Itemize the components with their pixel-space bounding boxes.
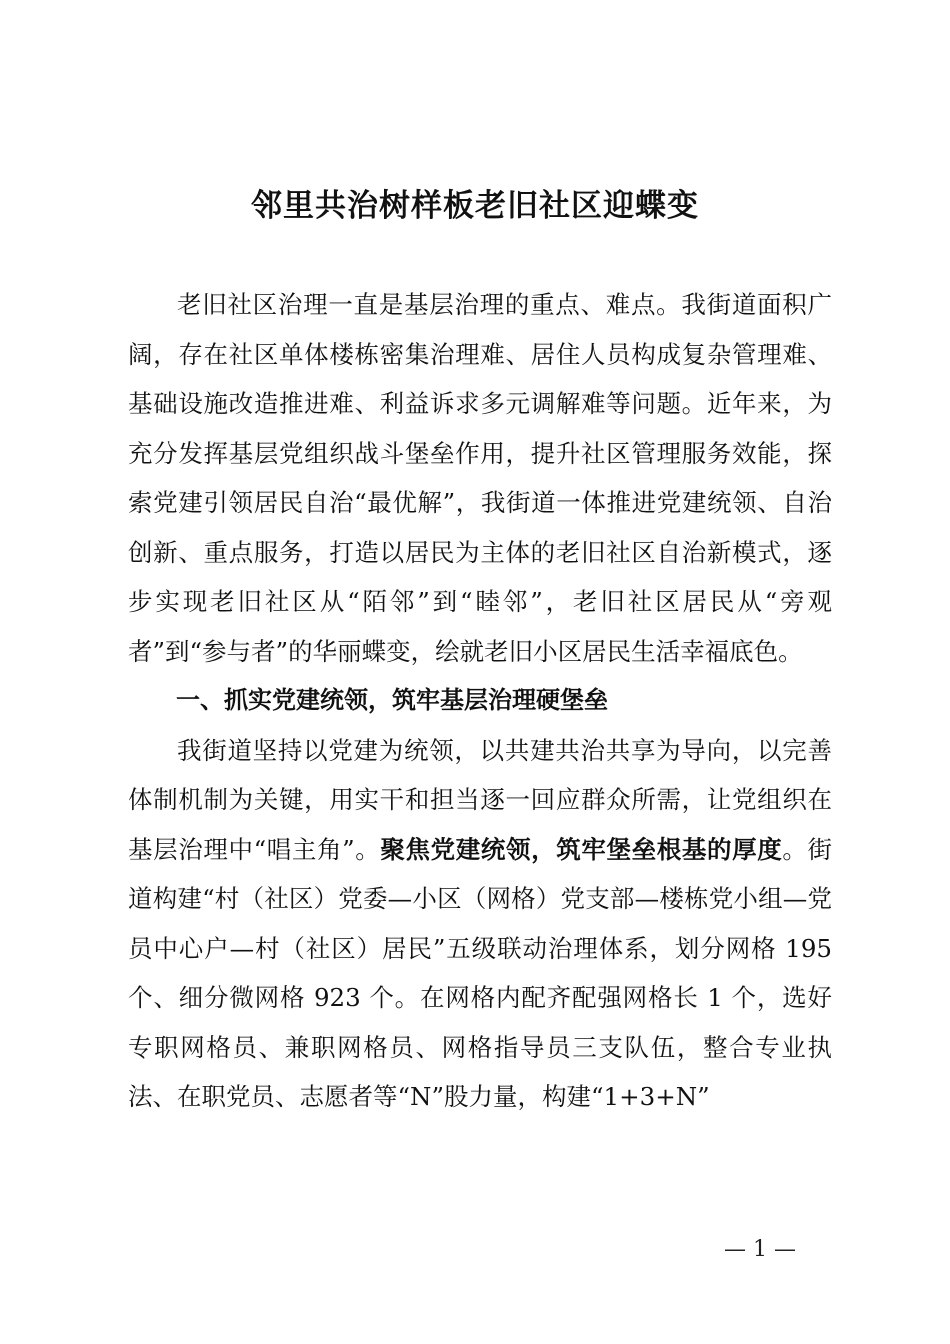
- section-paragraph: [128, 726, 832, 1122]
- page-number: — 1 —: [724, 1237, 796, 1262]
- intro-paragraph: 老旧社区治理一直是基层治理的重点、难点。我街道面积广阔，存在社区单体楼栋密集治理难、居住人员构成复杂管理难、基础设施改造推进难、利益诉求多元调解难等问题。近年来，为充分发挥基层党组织战斗堡垒作用，提升社区管理服务效能，探索党建引领居民自治“最优解”，我街道一体推进党建统领、自治创新、重点服务，打造以居民为主体的老旧社区自治新模式，逐步实现老旧社区从“陌邻”到“睦邻”，老旧社区居民从“旁观者”到“参与者”的华丽蝶变，绘就老旧小区居民生活幸福底色。: [128, 290, 832, 666]
- section-paragraph-start: 我街道坚持以党建为统领，以共建共治共享为导向，以完善体制机制为关键，用实干和担当逐一回应群众所需，让党组织在基层治理中“唱主角”。: [128, 735, 832, 864]
- document-body: [128, 280, 832, 1122]
- section-paragraph-rest: 。街道构建“村（社区）党委—小区（网格）党支部—楼栋党小组—党员中心户—村（社区）居民”五级联动治理体系，划分网格 195 个、细分微网格 923 个。在网格内配齐配强网格长 1 个，选好专职网格员、兼职网格员、网格指导员三支队伍，整合专业执法、在职党员、志愿者等“N”股力量，构建“1+3+N”: [128, 834, 832, 1111]
- section-paragraph-bold: 聚焦党建统领，筑牢堡垒根基的厚度: [380, 834, 783, 864]
- section-heading: 一、抓实党建统领，筑牢基层治理硬堡垒: [176, 686, 608, 714]
- document-title: 邻里共治树样板老旧社区迎蝶变: [251, 188, 699, 224]
